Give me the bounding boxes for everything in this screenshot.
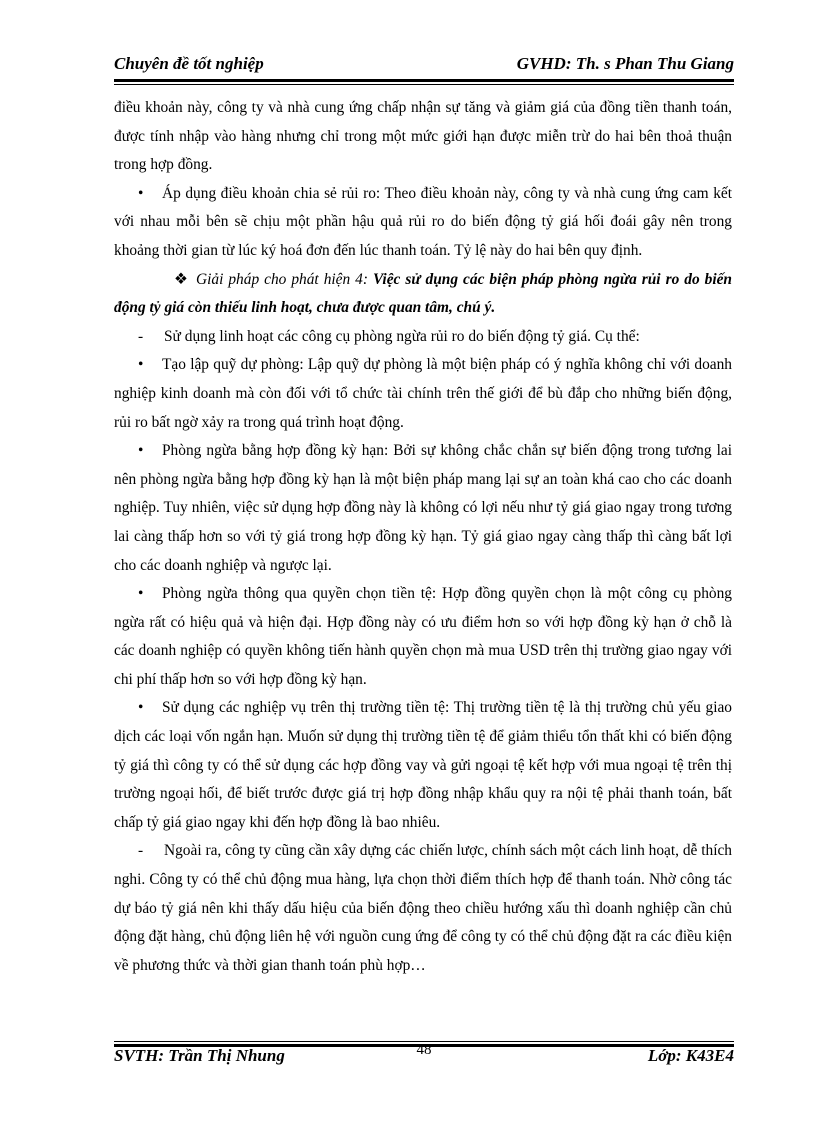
- dash-item-text: Ngoài ra, công ty cũng cần xây dựng các chiến lược, chính sách một cách linh hoạt, dễ thích nghi. Công ty có thể chủ động mua hàng, lựa chọn thời điểm thích hợp để thanh toán. Nhờ công tác dự báo tỷ giá nên khi thấy dấu hiệu của biến động theo chiều hướng xấu thì doanh nghiệp cần chủ động đặt hàng, chủ động liên hệ với nguồn cung ứng để công ty có thể chủ động đặt ra các điều kiện về phương thức và thời gian thanh toán phù hợp…: [114, 842, 733, 974]
- bullet-icon: •: [138, 442, 144, 460]
- list-item-money-market: [114, 694, 732, 837]
- list-item-text: Sử dụng các nghiệp vụ trên thị trường tiền tệ: Thị trường tiền tệ là thị trường chủ yếu giao dịch các loại vốn ngắn hạn. Muốn sử dụng thị trường tiền tệ để giảm thiểu tổn thất khi có biến động tỷ giá thì công ty có thể sử dụng các hợp đồng vay và gửi ngoại tệ kết hợp với mua ngoại tệ trên thị trường ngoại hối, để biết trước được giá trị hợp đồng nhập khẩu quy ra nội tệ phải thanh toán, bất chấp tỷ giá giao ngay khi đến hợp đồng là bao nhiêu.: [114, 699, 732, 831]
- list-item-text: Tạo lập quỹ dự phòng: Lập quỹ dự phòng là một biện pháp có ý nghĩa không chỉ với doanh nghiệp kinh doanh mà còn đối với tổ chức tài chính trên thế giới để bù đắp cho những biến động, rủi ro bất ngờ xảy ra trong quá trình hoạt động.: [114, 356, 732, 431]
- header-title: Chuyên đề tốt nghiệp: [114, 54, 264, 73]
- header-rule-thick: [114, 79, 734, 82]
- header-supervisor: GVHD: Th. s Phan Thu Giang: [516, 54, 734, 73]
- bullet-icon: •: [138, 184, 144, 202]
- footer-class: Lớp: K43E4: [647, 1046, 734, 1065]
- list-item-text: Phòng ngừa thông qua quyền chọn tiền tệ: Hợp đồng quyền chọn là một công cụ phòng ngừa rất có hiệu quả và hiện đại. Hợp đồng này có ưu điểm hơn so với hợp đồng kỳ hạn ở chỗ là các doanh nghiệp có quyền không tiến hành quyền chọn mà mua USD trên thị trường giao ngay với chi phí thấp hơn so với hợp đồng kỳ hạn.: [114, 585, 732, 688]
- dash-item-strategy: [114, 837, 732, 980]
- diamond-bullet-icon: ❖: [174, 270, 188, 288]
- list-item-reserve-fund: [114, 351, 732, 437]
- heading-label: Giải pháp cho phát hiện 4:: [196, 270, 369, 288]
- dash-item-flexible-tools: [114, 323, 732, 352]
- section-heading: [114, 266, 732, 323]
- bullet-icon: •: [138, 699, 144, 717]
- bullet-icon: •: [138, 356, 144, 374]
- list-item-risk-sharing: [114, 180, 732, 266]
- list-item-currency-option: [114, 580, 732, 694]
- bullet-icon: •: [138, 585, 144, 603]
- list-item-text: Áp dụng điều khoản chia sẻ rủi ro: Theo điều khoản này, công ty và nhà cung ứng cam kết với nhau mỗi bên sẽ chịu một phần hậu quả rủi ro do biến động tỷ giá hối đoái gây nên trong khoảng thời gian từ lúc ký hoá đơn đến lúc thanh toán. Tỷ lệ này do hai bên quy định.: [114, 184, 732, 259]
- list-item-forward-contract: [114, 437, 732, 580]
- list-item-text: Phòng ngừa bằng hợp đồng kỳ hạn: Bởi sự không chắc chắn sự biến động trong tương lai nên phòng ngừa bằng hợp đồng kỳ hạn là một biện pháp mang lại sự an toàn khá cao cho các doanh nghiệp. Tuy nhiên, việc sử dụng hợp đồng này là không có lợi nếu như tỷ giá giao ngay trong tương lai càng thấp hơn so với tỷ giá trong hợp đồng kỳ hạn. Tỷ giá giao ngay càng thấp thì càng bất lợi cho các doanh nghiệp và ngược lại.: [114, 442, 732, 574]
- page-footer: [114, 1042, 734, 1070]
- dash-item-text: Sử dụng linh hoạt các công cụ phòng ngừa rủi ro do biến động tỷ giá. Cụ thể:: [164, 327, 640, 345]
- header-rule-thin: [114, 84, 734, 85]
- paragraph-continuation: điều khoản này, công ty và nhà cung ứng chấp nhận sự tăng và giảm giá của đồng tiền thanh toán, được tính nhập vào hàng nhưng chỉ trong một mức giới hạn được miễn trừ do hai bên thoả thuận trong hợp đồng.: [114, 99, 732, 174]
- dash-icon: -: [138, 327, 144, 345]
- dash-icon: -: [138, 842, 144, 860]
- footer-student: SVTH: Trần Thị Nhung: [114, 1046, 285, 1065]
- page-number: 48: [416, 1042, 432, 1058]
- page-header: [114, 54, 734, 76]
- heading-text: Việc sử dụng các biện pháp phòng ngừa rủi ro do biến động tỷ giá còn thiếu linh hoạt, chưa được quan tâm, chú ý.: [114, 270, 732, 317]
- page-body: [114, 94, 732, 980]
